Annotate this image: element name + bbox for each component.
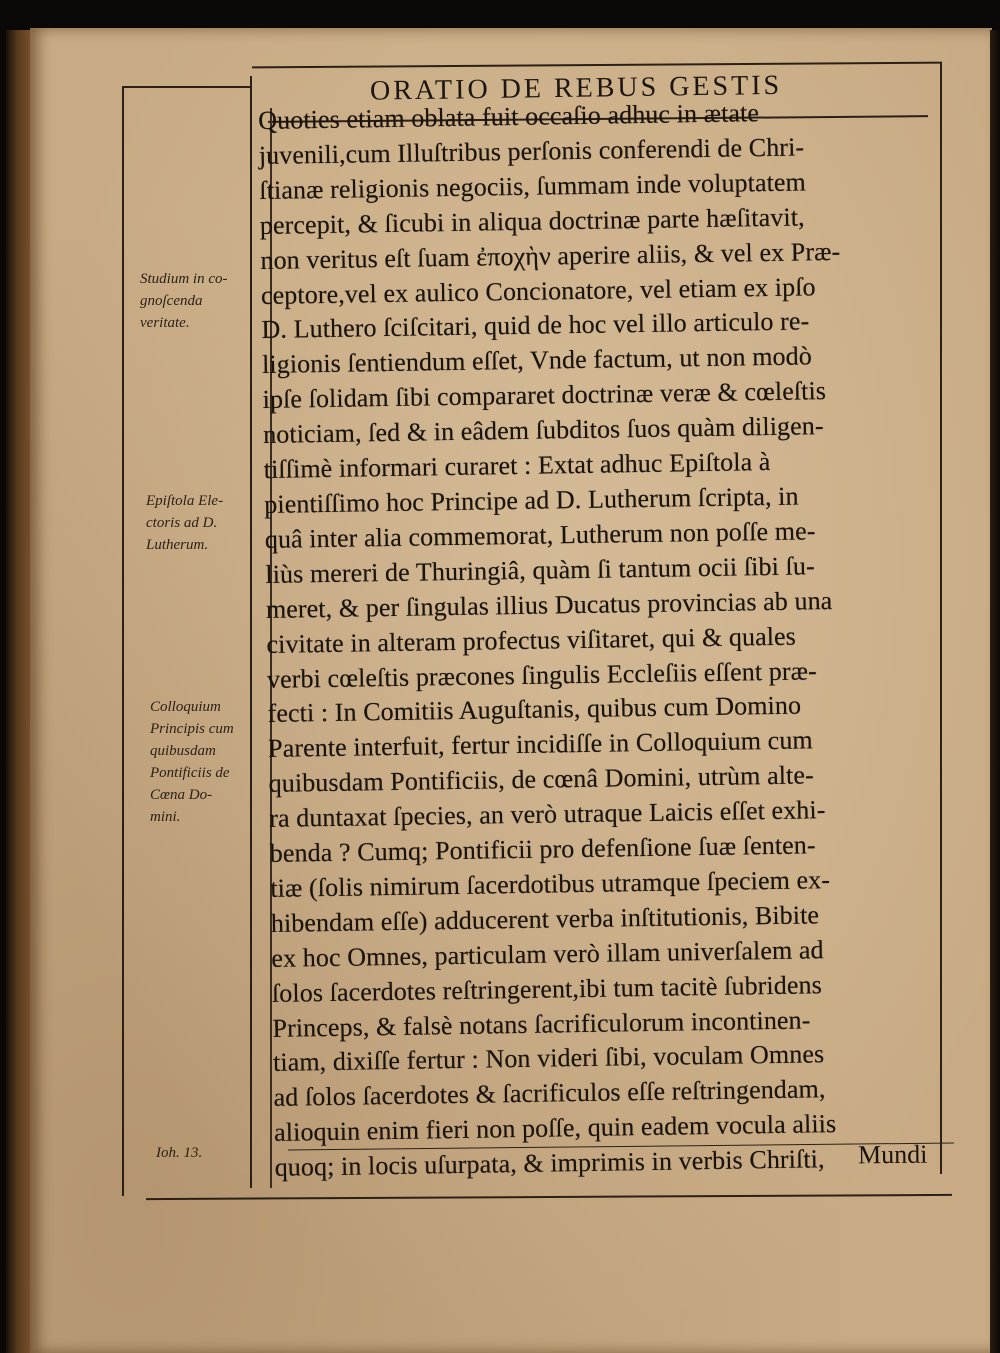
running-header: ORATIO DE REBUS GESTIS (369, 69, 783, 107)
text-line: D. Luthero ſciſcitari, quid de hoc vel illo articulo re- (261, 306, 810, 345)
body-text (258, 93, 965, 1186)
page-right-edge (990, 30, 1000, 1353)
margin-note-studium (140, 268, 260, 334)
text-line: verbi cœleſtis præcones ſingulis Eccleſiis eſſent præ- (266, 655, 818, 694)
text-line: alioquin enim fieri non poſſe, quin eadem vocula aliis (273, 1109, 837, 1148)
text-line: ſolos ſacerdotes reſtringerent,ibi tum tacitè ſubridens (271, 969, 823, 1008)
text-line: pientiſſimo hoc Principe ad D. Lutherum ſcripta, in (264, 481, 799, 519)
margin-note-line: Studium in co- (140, 271, 228, 287)
text-line: hibendam eſſe) adducerent verba inſtitutionis, Bibite (270, 900, 820, 938)
text-line: benda ? Cumq; Pontificii pro defenſione ſuæ ſenten- (269, 830, 816, 868)
margin-note-line: Ioh. 13. (156, 1145, 203, 1161)
text-line: non veritus eſt ſuam ἐποχὴν aperire aliis, & vel ex Præ- (260, 236, 841, 275)
margin-note-line: Pontificiis de (150, 765, 230, 781)
text-line: tiæ (ſolis nimirum ſacerdotibus utramque ſpeciem ex- (270, 865, 831, 903)
text-line: ipſe ſolidam ſibi compararet doctrinæ veræ & cœleſtis (262, 376, 827, 415)
margin-note-reference (156, 1142, 276, 1164)
text-line: ra duntaxat ſpecies, an verò utraque Laicis eſſet exhi- (268, 795, 826, 834)
text-line: quibusdam Pontificiis, de cœnâ Domini, utrùm alte- (268, 760, 814, 799)
text-line: tiſſimè informari curaret : Extat adhuc Epiſtola à (263, 447, 771, 485)
book-spine-edge (6, 30, 32, 1353)
margin-note-line: Cœna Do- (150, 787, 213, 803)
text-line: Princeps, & falsè notans ſacrificulorum incontinen- (272, 1005, 811, 1043)
margin-note-line: quibusdam (150, 743, 216, 759)
text-line: fecti : In Comitiis Auguſtanis, quibus cum Domino (267, 690, 802, 729)
text-line: ligionis ſentiendum eſſet, Vnde factum, ut non modò (261, 341, 813, 380)
margin-divider-rule (250, 76, 252, 1188)
left-margin-rule (122, 86, 124, 1196)
margin-note-epistola (146, 490, 266, 556)
text-line: tiam, dixiſſe fertur : Non videri ſibi, voculam Omnes (272, 1039, 825, 1078)
margin-note-line: gnoſcenda (140, 293, 203, 309)
text-line: civitate in alteram profectus viſitaret, qui & quales (266, 621, 797, 659)
margin-note-line: mini. (150, 809, 181, 825)
margin-note-line: Colloquium (150, 699, 221, 715)
text-line: percepit, & ſicubi in aliqua doctrinæ parte hæſitavit, (259, 202, 805, 240)
text-line: meret, & per ſingulas illius Ducatus provincias ab una (265, 585, 833, 624)
text-line: ceptore,vel ex aulico Concionatore, vel etiam ex ipſo (260, 271, 816, 310)
text-line: Quoties etiam oblata fuit occaſio adhuc in ætate (258, 98, 760, 135)
margin-note-line: Lutherum. (146, 537, 209, 553)
margin-note-colloquium (150, 696, 270, 828)
text-line: liùs mereri de Thuringiâ, quàm ſi tantum ocii ſibi ſu- (265, 551, 815, 589)
text-line: Parente interfuit, fertur incidiſſe in Colloquium cum (267, 725, 813, 764)
text-line: juvenili,cum Illuſtribus perſonis conferendi de Chri- (258, 132, 805, 170)
catchword: Mundi (857, 1139, 928, 1170)
margin-note-line: ctoris ad D. (146, 515, 218, 531)
margin-note-line: Epiſtola Ele- (146, 493, 224, 509)
margin-note-line: Principis cum (150, 721, 234, 737)
text-line: ſtianæ religionis negociis, ſummam inde voluptatem (259, 167, 807, 205)
text-line: ad ſolos ſacerdotes & ſacrificulos eſſe reſtringendam, (273, 1074, 826, 1113)
text-line: noticiam, ſed & in eâdem ſubditos ſuos quàm diligen- (262, 411, 824, 450)
margin-note-line: veritate. (140, 315, 190, 331)
text-line: quâ inter alia commemorat, Lutherum non poſſe me- (264, 516, 816, 554)
text-line: ex hoc Omnes, particulam verò illam univerſalem ad (271, 934, 824, 973)
top-margin-rule (122, 86, 252, 88)
text-line: quoq; in locis uſurpata, & imprimis in verbis Chriſti, (274, 1144, 825, 1183)
